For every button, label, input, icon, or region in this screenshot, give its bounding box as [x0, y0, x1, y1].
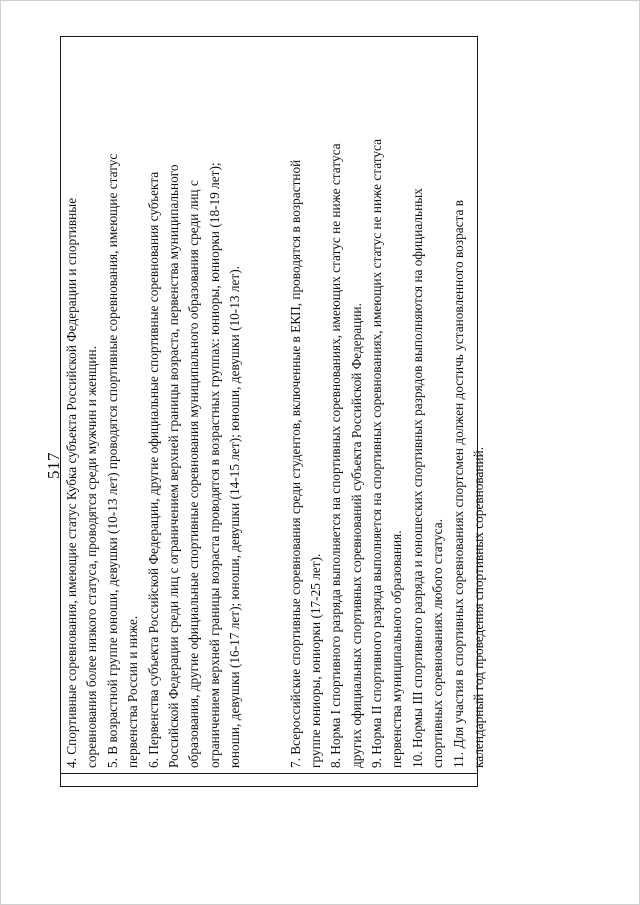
note-paragraph-4 — [62, 42, 103, 768]
note-line: 10. Нормы III спортивного разряда и юношеских спортивных разрядов выполняются на официальных — [409, 188, 425, 768]
note-line: юноши, девушки (16-17 лет); юноши, девушки (14-15 лет); юноши, девушки (10-13 лет). — [227, 266, 243, 768]
note-line: 9. Норма II спортивного разряда выполняется на спортивных соревнованиях, имеющих статус не ниже статуса — [369, 138, 385, 768]
note-line: Российской Федерации среди лиц с ограничением верхней границы возраста, первенства муниципального — [165, 164, 181, 768]
note-line: первенства России и ниже. — [125, 615, 141, 768]
note-paragraph-5 — [103, 42, 144, 768]
note-line: ограничением верхней границы возраста проводятся в возрастных группах: юниоры, юниорки (18-19 лет); — [206, 162, 222, 768]
note-line: первенства муниципального образования. — [389, 530, 405, 768]
note-line: 7. Всероссийские спортивные соревнования среди студентов, включенные в ЕКП, проводятся в возрастной — [287, 159, 303, 768]
note-line: 6. Первенства субъекта Российской Федерации, другие официальные спортивные соревнования субъекта — [145, 171, 161, 768]
note-paragraph-6 — [144, 42, 246, 768]
note-line: календарный год проведения спортивных соревнований. — [471, 446, 487, 768]
note-line: 4. Спортивные соревнования, имеющие статус Кубка субъекта Российской Федерации и спортивные — [64, 197, 79, 768]
note-paragraph-8 — [326, 42, 367, 768]
note-line: 11. Для участия в спортивных соревнованиях спортсмен должен достичь установленного возраста в — [450, 199, 466, 768]
table-cell-notes — [62, 42, 489, 768]
note-paragraph-11 — [449, 42, 490, 768]
note-line: группе юниоры, юниорки (17-25 лет). — [307, 553, 323, 768]
note-line: 5. В возрастной группе юноши, девушки (10-13 лет) проводятся спортивные соревнования, имеющие статус — [104, 153, 120, 768]
note-line: 8. Норма I спортивного разряда выполняется на спортивных соревнованиях, имеющих статус не ниже статуса — [328, 143, 344, 768]
note-paragraph-7 — [286, 42, 327, 768]
note-line: образования, другие официальные спортивные соревнования муниципального образования среди лиц с — [186, 180, 202, 768]
table-column-divider — [60, 773, 478, 774]
note-line: других официальных спортивных соревнований субъекта Российской Федерации. — [348, 303, 364, 768]
page-number: 517 — [44, 452, 63, 479]
note-line: спортивных соревнованиях любого статуса. — [430, 519, 446, 768]
note-paragraph-9 — [367, 42, 408, 768]
note-paragraph-10 — [408, 42, 449, 768]
note-line: соревнования более низкого статуса, проводятся среди мужчин и женщин. — [84, 346, 100, 768]
paragraph-spacer — [246, 42, 286, 768]
